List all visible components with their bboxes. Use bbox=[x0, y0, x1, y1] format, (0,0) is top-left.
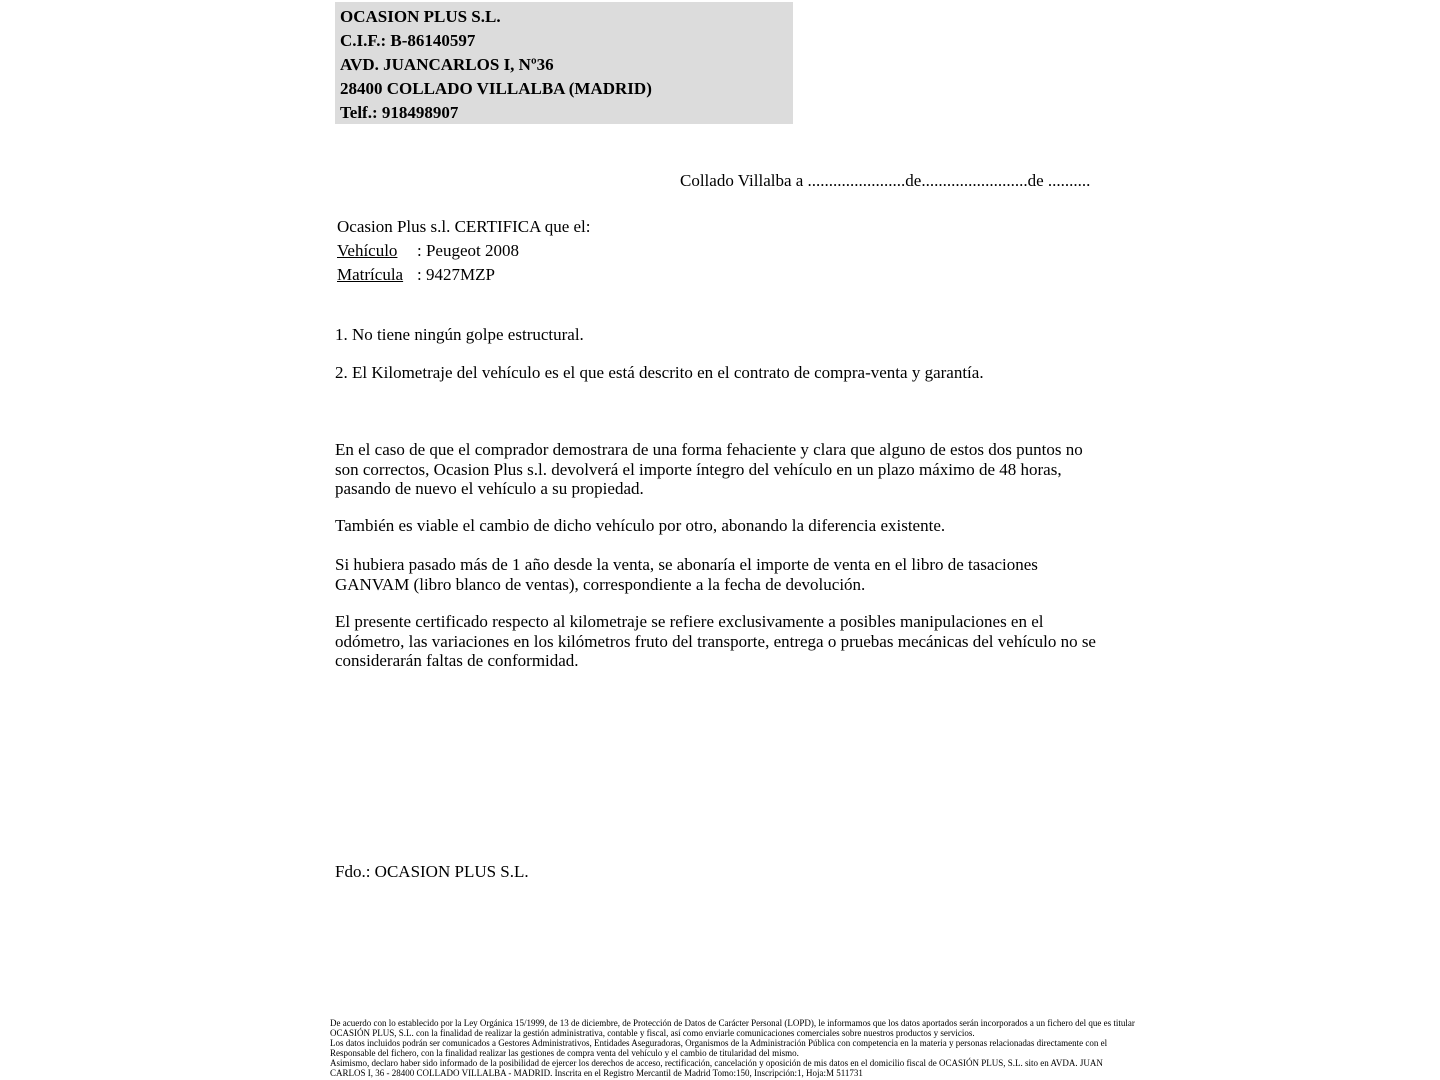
paragraph-ganvam: Si hubiera pasado más de 1 año desde la venta, se abonaría el importe de venta en el libro de tasaciones GANVAM (libro blanco de ventas), correspondiente a la fecha de devolución. bbox=[335, 555, 1038, 594]
company-address: AVD. JUANCARLOS I, Nº36 bbox=[340, 55, 554, 74]
plate-row bbox=[337, 263, 591, 287]
company-phone: Telf.: 918498907 bbox=[340, 103, 459, 122]
paragraph-refund: En el caso de que el comprador demostrara de una forma fehaciente y clara que alguno de estos dos puntos no son correctos, Ocasion Plus s.l. devolverá el importe íntegro del vehículo en un plazo máximo de 48 horas, pasando de nuevo el vehículo a su propiedad. bbox=[335, 440, 1083, 498]
vehicle-value: : Peugeot 2008 bbox=[417, 241, 519, 260]
paragraph-odometer: El presente certificado respecto al kilometraje se refiere exclusivamente a posibles manipulaciones en el odómetro, las variaciones en los kilómetros fruto del transporte, entrega o pruebas mecánicas del vehículo no se considerarán faltas de conformidad. bbox=[335, 612, 1096, 670]
vehicle-label: Vehículo bbox=[337, 241, 398, 260]
company-cif: C.I.F.: B-86140597 bbox=[340, 31, 476, 50]
footer-line: Responsable del fichero, con la finalidad realizar las gestiones de compra venta del vehículo y el cambio de titularidad del mismo. bbox=[330, 1048, 799, 1058]
point-2: 2. El Kilometraje del vehículo es el que está descrito en el contrato de compra-venta y garantía. bbox=[335, 363, 984, 382]
plate-label: Matrícula bbox=[337, 265, 404, 284]
vehicle-row bbox=[337, 239, 591, 263]
certificate-intro: Ocasion Plus s.l. CERTIFICA que el: bbox=[337, 217, 591, 236]
legal-footer bbox=[330, 1018, 1135, 1078]
company-city: 28400 COLLADO VILLALBA (MADRID) bbox=[340, 79, 652, 98]
signature-line: Fdo.: OCASION PLUS S.L. bbox=[335, 862, 529, 881]
point-1: 1. No tiene ningún golpe estructural. bbox=[335, 325, 584, 344]
footer-line: De acuerdo con lo establecido por la Ley Orgánica 15/1999, de 13 de diciembre, de Protección de Datos de Carácter Personal (LOPD), le informamos que los datos aportados serán incorporados a un fichero del que es titular bbox=[330, 1018, 1135, 1028]
plate-value: : 9427MZP bbox=[417, 265, 495, 284]
footer-line: CARLOS I, 36 - 28400 COLLADO VILLALBA - MADRID. Inscrita en el Registro Mercantil de Madrid Tomo:150, Inscripción:1, Hoja:M 511731 bbox=[330, 1068, 863, 1078]
date-line: Collado Villalba a .......................de.........................de .......... bbox=[680, 171, 1091, 190]
footer-line: Los datos incluidos podrán ser comunicados a Gestores Administrativos, Entidades Aseguradoras, Organismos de la Administración Pública con competencia en la materia y personas relacionadas directamente con el bbox=[330, 1038, 1108, 1048]
company-name: OCASION PLUS S.L. bbox=[340, 7, 501, 26]
paragraph-exchange: También es viable el cambio de dicho vehículo por otro, abonando la diferencia existente. bbox=[335, 516, 946, 535]
company-header-block bbox=[335, 2, 793, 124]
footer-line: OCASIÓN PLUS, S.L. con la finalidad de realizar la gestión administrativa, contable y fiscal, así como enviarle comunicaciones comerciales sobre nuestros productos y servicios. bbox=[330, 1028, 975, 1038]
footer-line: Asimismo, declaro haber sido informado de la posibilidad de ejercer los derechos de acceso, rectificación, cancelación y oposición de mis datos en el domicilio fiscal de OCASIÓN PLUS, S.L. sito en AVDA. JUAN bbox=[330, 1058, 1103, 1068]
certificate-block bbox=[337, 215, 591, 287]
